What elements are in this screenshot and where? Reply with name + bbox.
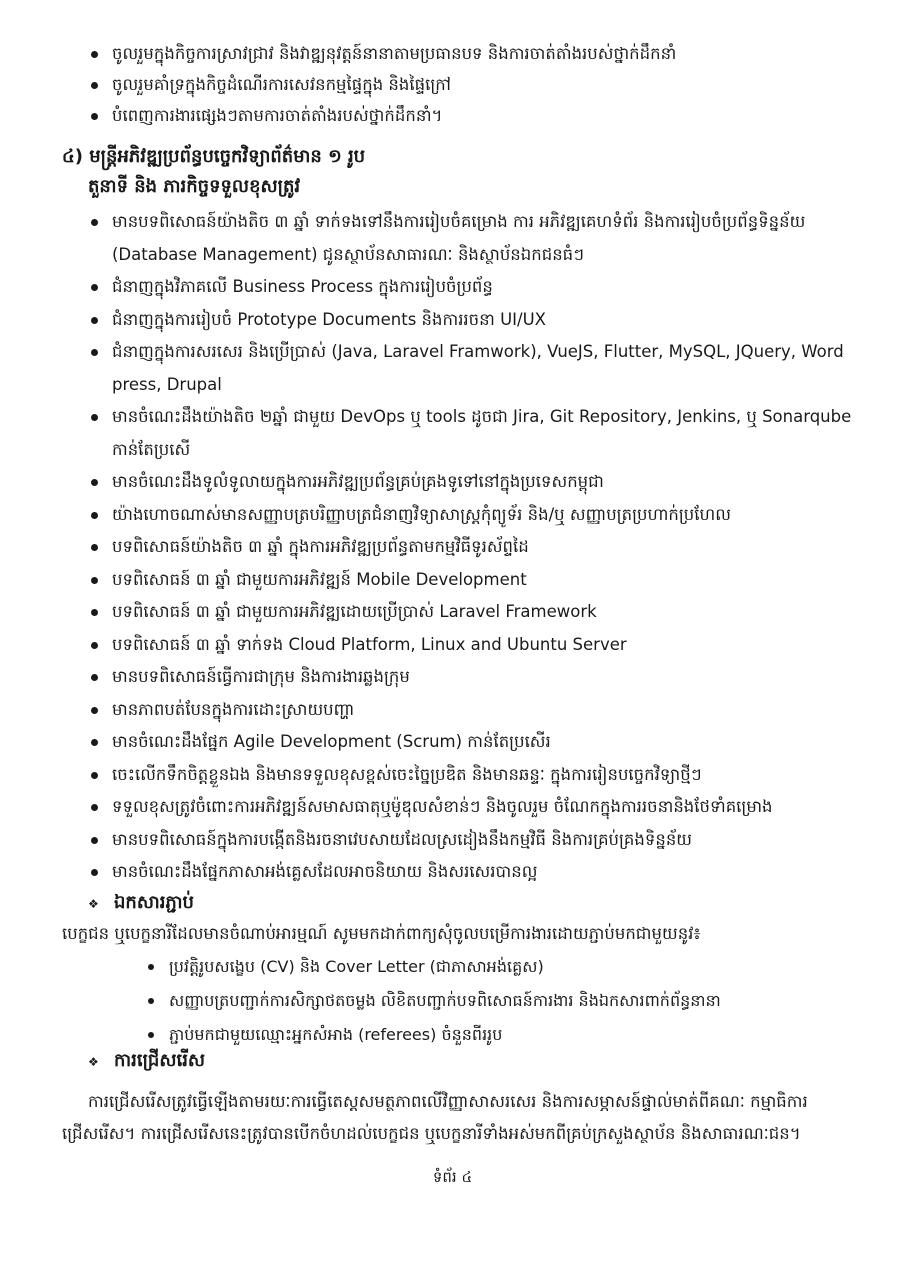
duties-bullet-list bbox=[88, 206, 868, 889]
list-item: ភ្ជាប់មកជាមួយឈ្មោះអ្នកសំអាង (referees) ចំនួនពីររូប bbox=[145, 1018, 865, 1052]
section-subheading: តួនាទី និង ភារកិច្ចទទួលខុសត្រូវ bbox=[88, 176, 301, 197]
list-item: ចូលរួមគាំទ្រក្នុងកិច្ចដំណើរការសេវនកម្មផ្ទៃក្នុង និងផ្ទៃក្រៅ bbox=[88, 69, 878, 100]
top-bullet-list bbox=[88, 38, 878, 131]
list-item: មានចំណេះដឹងផ្នែក Agile Development (Scrum) កាន់តែប្រសើរ bbox=[88, 726, 868, 759]
list-item: មានចំណេះដឹងទូលំទូលាយក្នុងការអភិវឌ្ឍប្រព័ន្ធគ្រប់គ្រងទូទៅនៅក្នុងប្រទេសកម្ពុជា bbox=[88, 466, 868, 499]
list-item: បទពិសោធន៍ ៣ ឆ្នាំ ជាមួយការអភិវឌ្ឍន៍ Mobile Development bbox=[88, 564, 868, 597]
documents-title: ឯកសារភ្ជាប់ bbox=[114, 892, 194, 913]
list-item: មានបទពិសោធន៍ធ្វើការជាក្រុម និងការងារឆ្លងក្រុម bbox=[88, 661, 868, 694]
list-item: ជំនាញក្នុងវិភាគលើ Business Process ក្នុងការរៀបចំប្រព័ន្ធ bbox=[88, 271, 868, 304]
list-item: ប្រវត្តិរូបសង្ខេប (CV) និង Cover Letter (ជាភាសាអង់គ្លេស) bbox=[145, 950, 865, 984]
documents-intro: បេក្ខជន ឬបេក្ខនារីដែលមានចំណាប់អារម្មណ៍ សូមមកដាក់ពាក្យសុំចូលបម្រើការងារដោយភ្ជាប់មកជាមួយនូវ៖ bbox=[62, 924, 701, 943]
selection-line-1: ការជ្រើសរើសត្រូវធ្វើឡើងតាមរយៈការធ្វើតេស្តសមត្ថភាពលើវិញ្ញាសាសរសេរ និងការសម្ភាសន៍ផ្ទាល់មាត់ពីគណៈ កម្មាធិការ bbox=[88, 1092, 808, 1111]
list-item: ចូលរួមក្នុងកិច្ចការស្រាវជ្រាវ និងវាឌ្ឍនុវត្តន៍នានាតាមប្រធានបទ និងការចាត់តាំងរបស់ថ្នាក់ដឹកនាំ bbox=[88, 38, 878, 69]
list-item: ទទួលខុសត្រូវចំពោះការអភិវឌ្ឍន៍សមាសធាតុឬម៉ូឌុលសំខាន់ៗ និងចូលរួម ចំណែកក្នុងការរចនានិងថែទាំគម្រោង bbox=[88, 791, 868, 824]
documents-heading bbox=[88, 888, 194, 919]
selection-title: ការជ្រើសរើស bbox=[114, 1050, 206, 1071]
list-item: បទពិសោធន៍ ៣ ឆ្នាំ ទាក់ទង Cloud Platform, Linux and Ubuntu Server bbox=[88, 629, 868, 662]
selection-paragraph bbox=[62, 1086, 862, 1150]
diamond-bullet-icon: ❖ bbox=[88, 897, 99, 911]
list-item: សញ្ញាបត្របញ្ជាក់ការសិក្សាថតចម្លង លិខិតបញ្ជាក់បទពិសោធន៍ការងារ និងឯកសារពាក់ព័ន្ធនានា bbox=[145, 984, 865, 1018]
list-item: បំពេញការងារផ្សេងៗតាមការចាត់តាំងរបស់ថ្នាក់ដឹកនាំ។ bbox=[88, 100, 878, 131]
diamond-bullet-icon: ❖ bbox=[88, 1055, 99, 1069]
list-item: បទពិសោធន៍យ៉ាងតិច ៣ ឆ្នាំ ក្នុងការអភិវឌ្ឍប្រព័ន្ធតាមកម្មវិធីទូរស័ព្ទដៃ bbox=[88, 531, 868, 564]
list-item: យ៉ាងហោចណាស់មានសញ្ញាបត្របរិញ្ញាបត្រជំនាញវិទ្យាសាស្ត្រកុំព្យូទ័រ និង/ឬ សញ្ញាបត្រប្រហាក់ប្រហែល bbox=[88, 499, 868, 532]
list-item: មានបទពិសោធន៍យ៉ាងតិច ៣ ឆ្នាំ ទាក់ទងទៅនឹងការរៀបចំគម្រោង ការ អភិវឌ្ឍគេហទំព័រ និងការរៀបចំប្រព័ន្ធទិន្នន័យ (Database Management) ជូនស្ថាប័នសាធារណៈ និងស្ថាប័នឯកជនធំៗ bbox=[88, 206, 868, 271]
list-item: ជំនាញក្នុងការសរសេរ និងប្រើប្រាស់ (Java, Laravel Framwork), VueJS, Flutter, MySQL, JQuery, Word press, Drupal bbox=[88, 336, 868, 401]
selection-line-2: ជ្រើសរើស។ ការជ្រើសរើសនេះត្រូវបានបើកចំហដល់បេក្ខជន ឬបេក្ខនារីទាំងអស់មកពីគ្រប់ក្រសួងស្ថាប័ន និងសាធារណៈជន។ bbox=[62, 1124, 801, 1143]
selection-heading bbox=[88, 1046, 205, 1077]
list-item: មានភាពបត់បែនក្នុងការដោះស្រាយបញ្ហា bbox=[88, 694, 868, 727]
list-item: មានចំណេះដឹងយ៉ាងតិច ២ឆ្នាំ ជាមួយ DevOps ឬ tools ដូចជា Jira, Git Repository, Jenkins, ឬ Sonarqube កាន់តែប្រសើ bbox=[88, 401, 868, 466]
page-number: ទំព័រ ៤ bbox=[432, 1168, 473, 1186]
documents-bullet-list bbox=[145, 950, 865, 1052]
list-item: ចេះលើកទឹកចិត្តខ្លួនឯង និងមានទទួលខុសខ្ពស់ចេះច្នៃប្រឌិត និងមានឆន្ទៈ ក្នុងការរៀនបច្ចេកវិទ្យាថ្មីៗ bbox=[88, 759, 868, 792]
list-item: ជំនាញក្នុងការរៀបចំ Prototype Documents និងការរចនា UI/UX bbox=[88, 304, 868, 337]
list-item: មានបទពិសោធន៍ក្នុងការបង្កើតនិងរចនាវេបសាយដែលស្រដៀងនឹងកម្មវិធី និងការគ្រប់គ្រងទិន្នន័យ bbox=[88, 824, 868, 857]
list-item: បទពិសោធន៍ ៣ ឆ្នាំ ជាមួយការអភិវឌ្ឍដោយប្រើប្រាស់ Laravel Framework bbox=[88, 596, 868, 629]
section-heading: ៤) មន្ត្រីអភិវឌ្ឍប្រព័ន្ធបច្ចេកវិទ្យាព័ត៌មាន ១ រូប bbox=[62, 146, 366, 167]
list-item: មានចំណេះដឹងផ្នែកភាសាអង់គ្លេសដែលអាចនិយាយ និងសរសេរបានល្អ bbox=[88, 856, 868, 889]
